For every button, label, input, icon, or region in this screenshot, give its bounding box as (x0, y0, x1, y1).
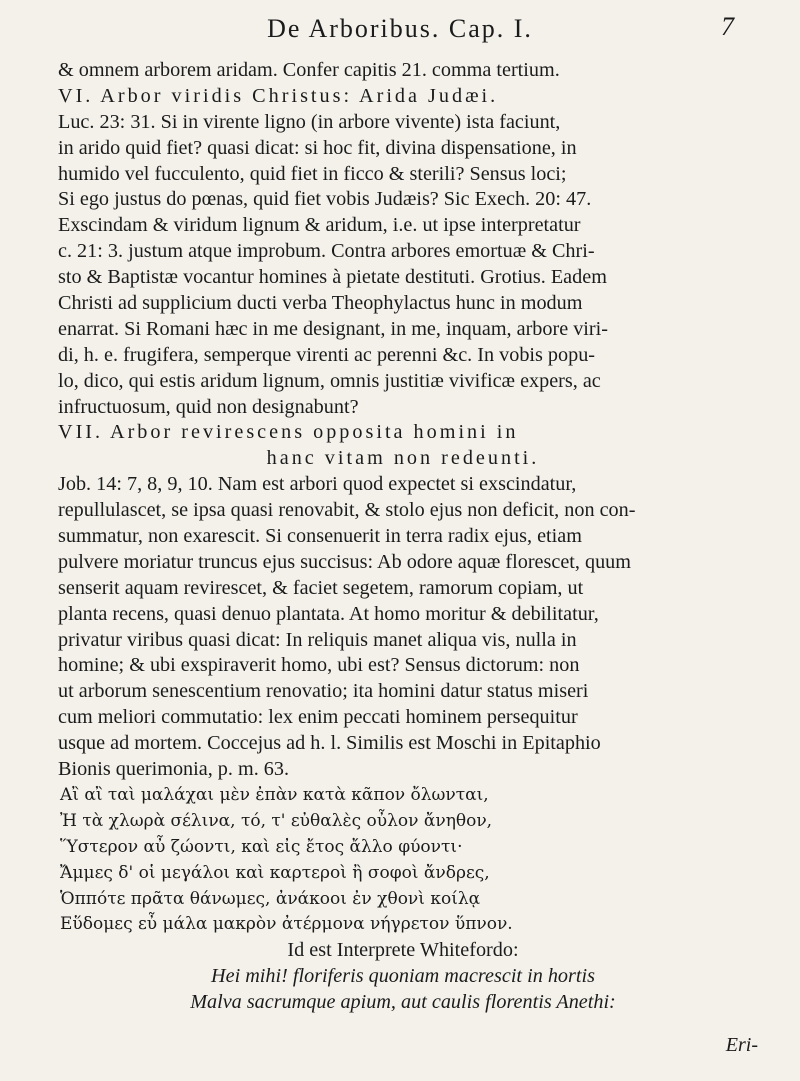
latin-verse-line: Malva sacrumque apium, aut caulis florentis Anethi: (190, 991, 616, 1014)
text-line: enarrat. Si Romani hæc in me designant, in me, inquam, arbore viri- (58, 317, 608, 340)
text-line: privatur viribus quasi dicat: In reliquis manet aliqua vis, nulla in (58, 628, 577, 651)
section-heading-vi: VI. Arbor viridis Christus: Arida Judæi. (58, 84, 499, 107)
greek-verse-line: Αἲ αἲ ταὶ μαλάχαι μὲν ἐπὰν κατὰ κᾶπον ὄλωνται, (60, 784, 489, 805)
text-line: humido vel fucculento, quid fiet in ficco & sterili? Sensus loci; (58, 162, 567, 185)
text-line: Si ego justus do pœnas, quid fiet vobis Judæis? Sic Exech. 20: 47. (58, 188, 592, 211)
text-line: & omnem arborem aridam. Confer capitis 21. comma tertium. (58, 59, 560, 81)
text-line: sto & Baptistæ vocantur homines à pietate destituti. Grotius. Eadem (58, 266, 607, 289)
main-text (58, 58, 748, 1016)
text-line: Luc. 23: 31. Si in virente ligno (in arbore vivente) ista faciunt, (58, 110, 561, 133)
text-line: lo, dico, qui estis aridum lignum, omnis justitiæ vivificæ expers, ac (58, 369, 601, 392)
text-line: Christi ad supplicium ducti verba Theophylactus hunc in modum (58, 292, 583, 315)
page-number: 7 (721, 12, 734, 41)
text-line: senserit aquam revirescet, & faciet segetem, ramorum copiam, ut (58, 576, 584, 599)
greek-verse-line: Ἄμμες δ' οἱ μεγάλοι καὶ καρτεροὶ ἢ σοφοὶ ἄνδρες, (60, 862, 490, 883)
text-line: ut arborum senescentium renovatio; ita homini datur status miseri (58, 680, 589, 703)
section-heading-vii-cont: hanc vitam non redeunti. (266, 447, 540, 470)
text-line: in arido quid fiet? quasi dicat: si hoc fit, divina dispensatione, in (58, 136, 577, 159)
greek-verse-line: Ὁππότε πρᾶτα θάνωμες, ἀνάκοοι ἐν χθονὶ κοίλᾳ (60, 888, 481, 909)
text-line: summatur, non exarescit. Si consenuerit in terra radix ejus, etiam (58, 525, 582, 548)
text-line: pulvere moriatur truncus ejus succisus: Ab odore aquæ florescet, quum (58, 550, 631, 573)
greek-verse-line: Ἠ τὰ χλωρὰ σέλινα, τό, τ' εὐθαλὲς οὖλον ἄνηθον, (60, 810, 493, 831)
text-line: repullulascet, se ipsa quasi renovabit, & stolo ejus non deficit, non con- (58, 499, 636, 522)
text-line: usque ad mortem. Coccejus ad h. l. Similis est Moschi in Epitaphio (58, 732, 601, 755)
text-line: Bionis querimonia, p. m. 63. (58, 758, 290, 781)
text-line: Exscindam & viridum lignum & aridum, i.e. ut ipse interpretatur (58, 214, 581, 237)
latin-verse-line: Hei mihi! floriferis quoniam macrescit in hortis (211, 965, 595, 988)
greek-verse-line: Ὕστερον αὖ ζώοντι, καὶ εἰς ἔτος ἄλλο φύοντι· (60, 836, 463, 857)
greek-verse-line: Εὕδομες εὖ μάλα μακρὸν ἀτέρμονα νήγρετον ὕπνον. (60, 914, 513, 935)
text-line: infructuosum, quid non designabunt? (58, 395, 359, 418)
running-title: De Arboribus. Cap. I. (267, 14, 533, 43)
section-heading-vii: VII. Arbor revirescens opposita homini in (58, 421, 519, 444)
text-line: Job. 14: 7, 8, 9, 10. Nam est arbori quod expectet si exscindatur, (58, 473, 577, 496)
text-line: di, h. e. frugifera, semperque virenti ac perenni &c. In vobis popu- (58, 343, 596, 366)
text-line: cum meliori commutatio: lex enim peccati hominem persequitur (58, 706, 578, 729)
text-line: homine; & ubi exspiraverit homo, ubi est? Sensus dictorum: non (58, 654, 580, 677)
text-line: planta recens, quasi denuo plantata. At homo moritur & debilitatur, (58, 602, 599, 625)
catchword: Eri- (725, 1034, 758, 1056)
text-line: c. 21: 3. justum atque improbum. Contra arbores emortuæ & Chri- (58, 240, 595, 263)
interpreter-note: Id est Interprete Whitefordo: (287, 939, 519, 962)
